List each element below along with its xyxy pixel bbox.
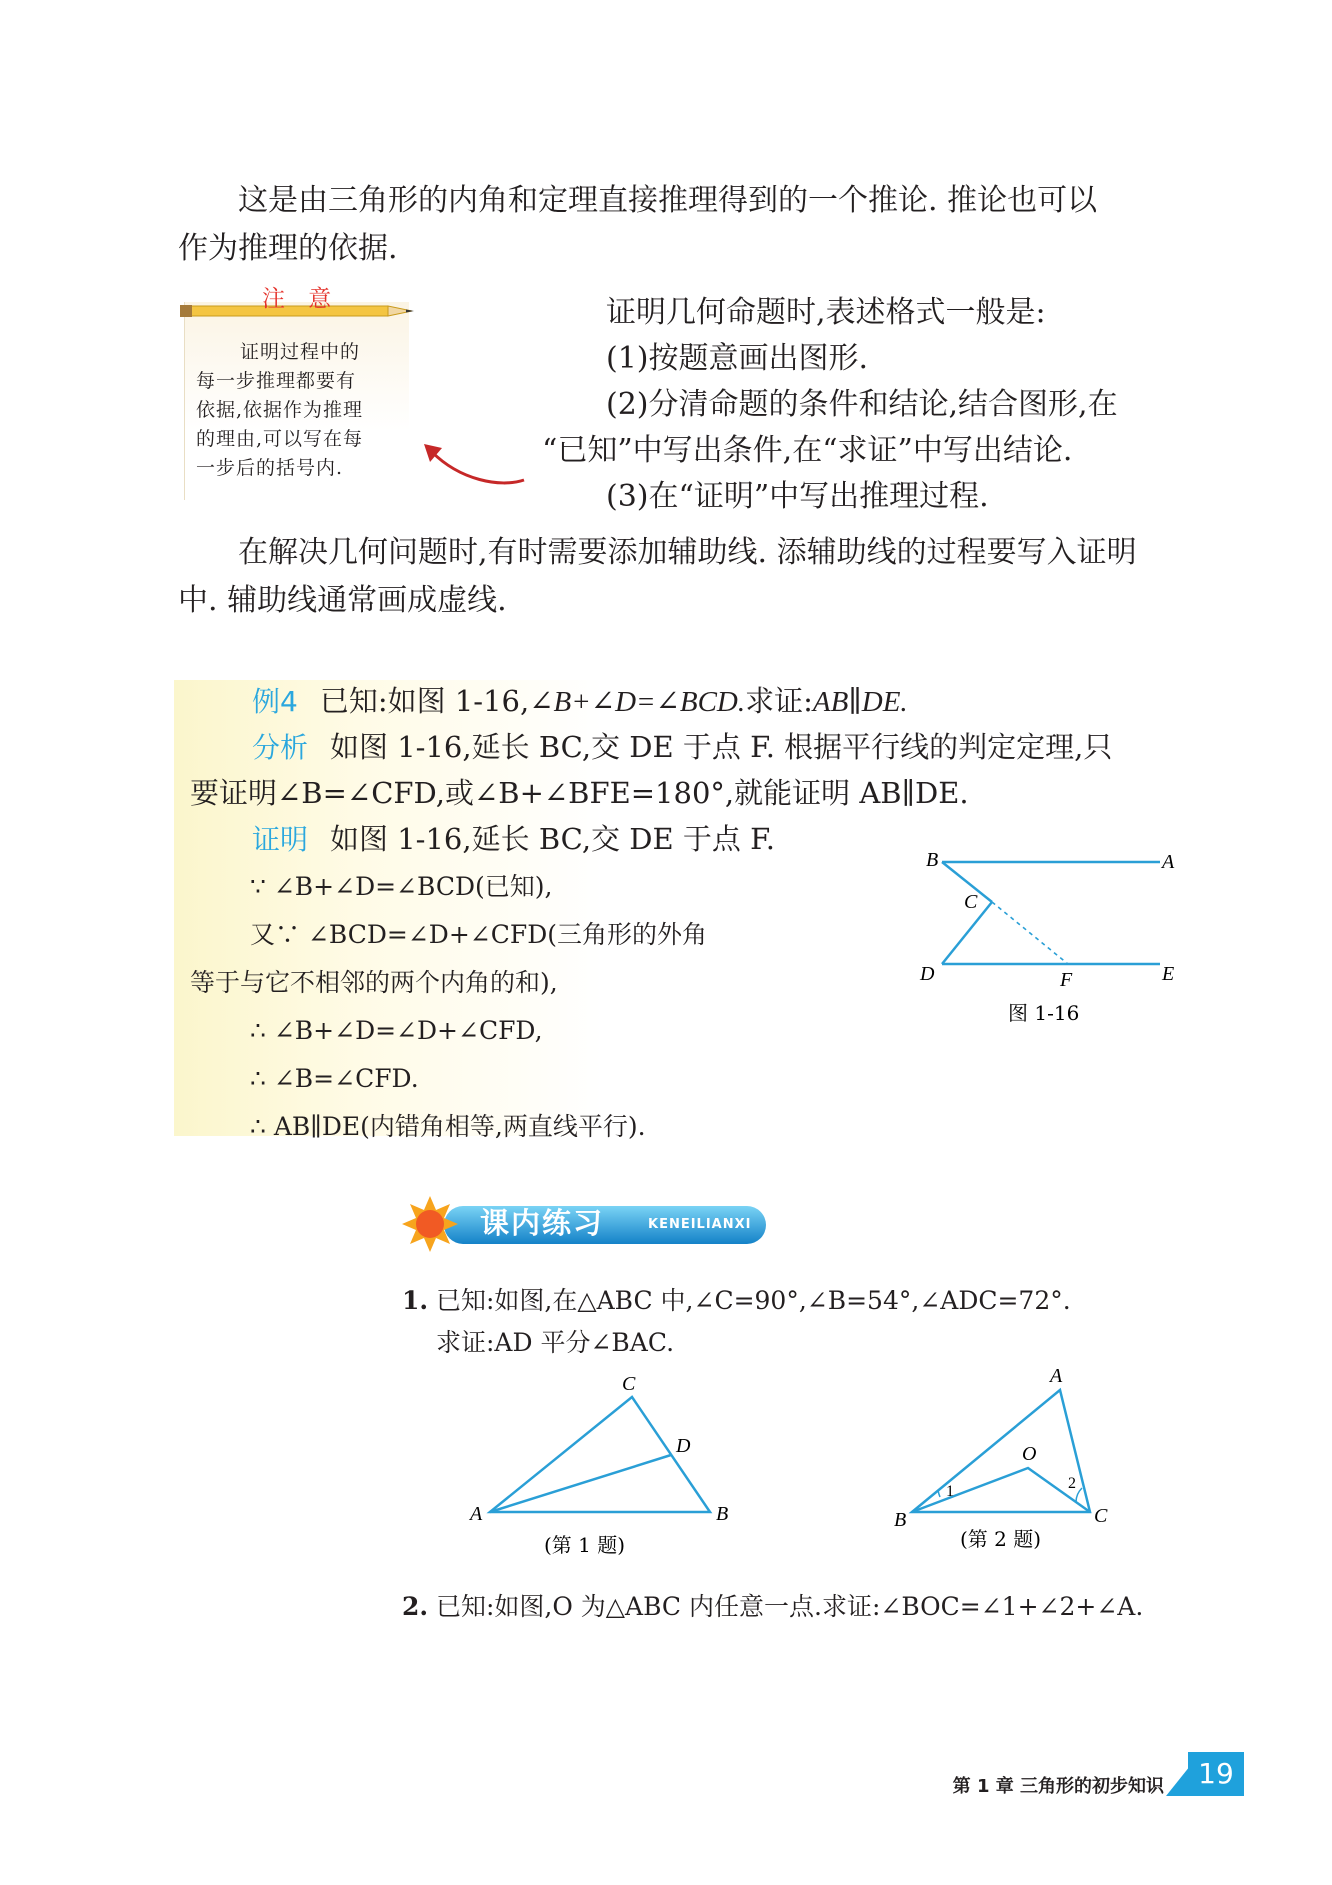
paragraph-line: 中. 辅助线通常画成虚线. [178,583,507,618]
question-number: 1. [402,1286,429,1315]
question-text: 求证:AD 平分∠BAC. [436,1328,675,1357]
label-a: A [1050,1365,1063,1387]
note-text [196,338,408,483]
chapter-title: 第 1 章 三角形的初步知识 [952,1776,1164,1797]
banner-title: 课内练习 [480,1206,605,1240]
label-d: D [676,1435,691,1457]
label-a: A [470,1503,483,1525]
note-line: 每一步推理都要有 [196,370,357,392]
label-e: E [1162,963,1175,985]
proof-label: 证明 [252,823,309,856]
paragraph-line: 在解决几何问题时,有时需要添加辅助线. 添辅助线的过程要写入证明 [238,535,1137,570]
paragraph-line: 作为推理的依据. [178,231,398,266]
label-a: A [1162,851,1175,873]
question-text: 已知:如图,O 为△ABC 内任意一点.求证:∠BOC=∠1+∠2+∠A. [436,1592,1144,1621]
proof-line: ∴ AB∥DE(内错角相等,两直线平行). [250,1112,646,1141]
page-number: 19 [1188,1752,1244,1796]
format-step: “已知”中写出条件,在“求证”中写出结论. [542,433,1073,468]
arrow-icon [420,430,530,490]
analysis-line: 分析 如图 1-16,延长 BC,交 DE 于点 F. 根据平行线的判定定理,只 [252,730,1113,764]
example-label: 例4 [252,685,298,718]
figure-caption: (第 1 题) [544,1533,626,1557]
note-title: 注 意 [262,286,340,312]
proof-line: ∴ ∠B+∠D=∠D+∠CFD, [250,1016,543,1045]
figure-question-2 [870,1360,1130,1560]
format-step: (1)按题意画出图形. [606,341,869,376]
label-f: F [1060,969,1073,991]
figure-caption: 图 1-16 [1008,1001,1080,1025]
note-line: 一步后的括号内. [196,457,344,479]
format-step: (2)分清命题的条件和结论,结合图形,在 [606,387,1118,422]
label-b: B [894,1509,907,1531]
figure-caption: (第 2 题) [960,1527,1042,1551]
proof-line: 又∵ ∠BCD=∠D+∠CFD(三角形的外角 [250,920,708,949]
proof-line: ∵ ∠B+∠D=∠BCD(已知), [250,872,553,901]
label-c: C [964,891,978,913]
page-tab-icon [1166,1766,1190,1796]
note-line: 依据,依据作为推理 [196,399,364,421]
note-line: 的理由,可以写在每 [196,428,364,450]
note-line: 证明过程中的 [240,341,361,363]
figure-1-16 [900,840,1200,1040]
proof-line: ∴ ∠B=∠CFD. [250,1064,419,1093]
label-c: C [1094,1505,1108,1527]
question-number: 2. [402,1592,429,1621]
example-given: 例4 已知:如图 1-16,∠B+∠D=∠BCD.求证:AB∥DE. [252,684,908,718]
label-d: D [920,963,935,985]
proof-line: 等于与它不相邻的两个内角的和), [190,968,558,997]
question-text: 已知:如图,在△ABC 中,∠C=90°,∠B=54°,∠ADC=72°. [436,1286,1071,1315]
auxiliary-line-cf [992,902,1068,964]
label-angle-1: 1 [946,1483,954,1500]
analysis-label: 分析 [252,731,309,764]
sun-icon [402,1196,458,1252]
analysis-line: 要证明∠B=∠CFD,或∠B+∠BFE=180°,就能证明 AB∥DE. [190,776,969,810]
label-b: B [716,1503,729,1525]
proof-line: 证明 如图 1-16,延长 BC,交 DE 于点 F. [252,822,775,856]
paragraph-line: 这是由三角形的内角和定理直接推理得到的一个推论. 推论也可以 [238,183,1098,218]
label-c: C [622,1373,636,1395]
format-step: (3)在“证明”中写出推理过程. [606,479,989,514]
label-o: O [1022,1443,1037,1465]
segment-ad [490,1455,671,1512]
banner-subtitle: KENEILIANXI [648,1217,752,1232]
label-b: B [926,849,939,871]
label-angle-2: 2 [1068,1475,1076,1492]
angle-2-arc [1076,1488,1082,1502]
figure-question-1 [460,1370,750,1560]
format-intro: 证明几何命题时,表述格式一般是: [606,295,1046,330]
